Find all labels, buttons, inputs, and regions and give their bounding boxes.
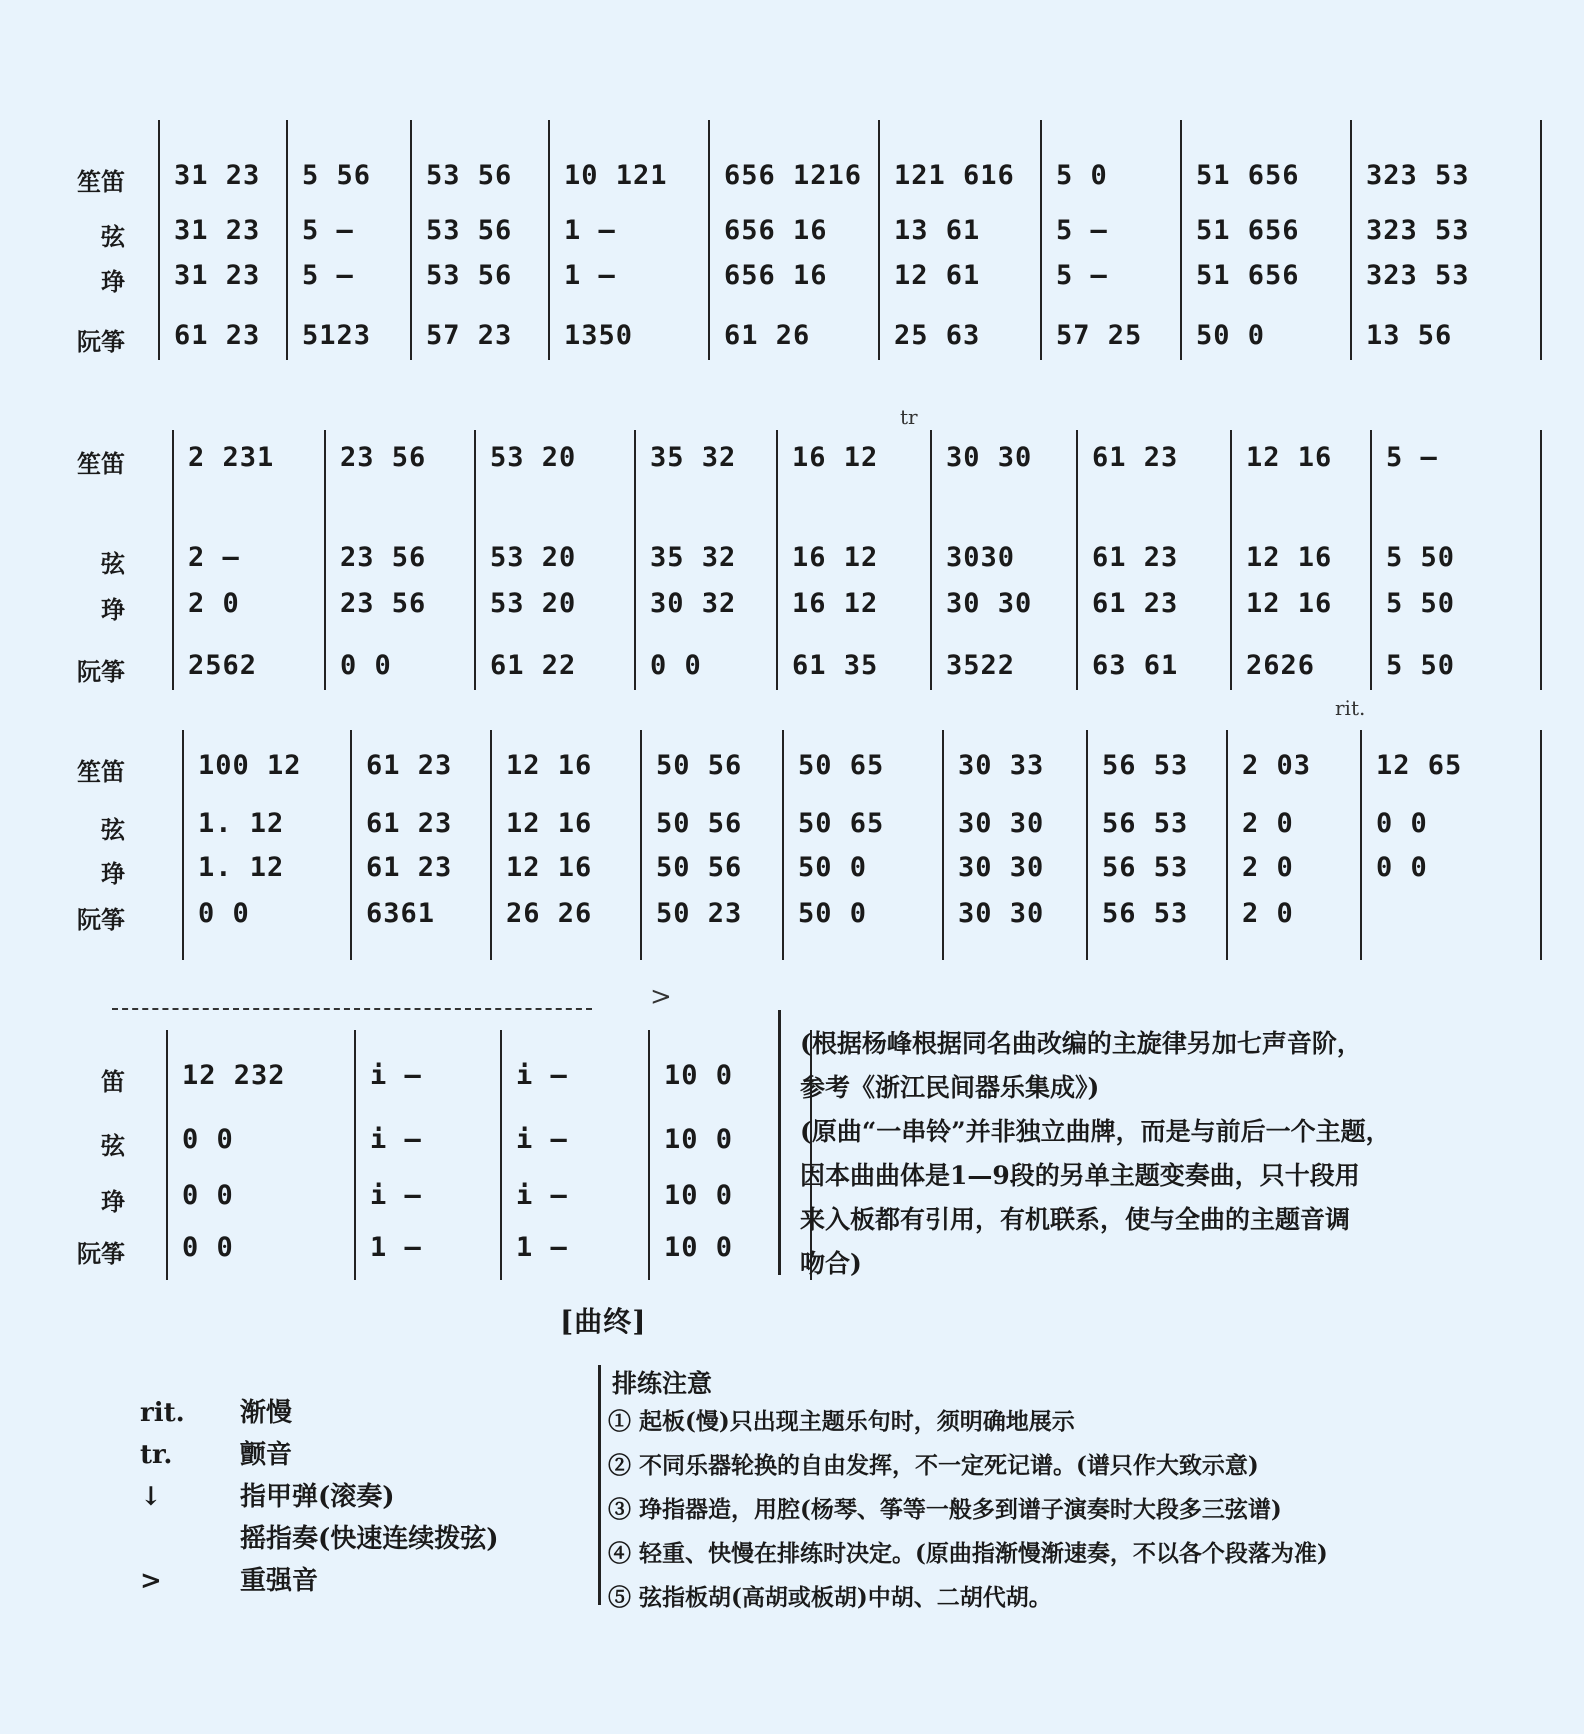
- notation-cell: 61 23: [366, 808, 453, 839]
- notation-cell: 1 —: [516, 1232, 568, 1263]
- notation-cell: 1. 12: [198, 808, 285, 839]
- notation-cell: 51 656: [1196, 215, 1300, 246]
- source-note-line: (原曲“一串铃”并非独立曲牌，而是与前后一个主题，: [800, 1117, 1391, 1146]
- notation-cell: 656 16: [724, 215, 828, 246]
- notation-cell: 3030: [946, 542, 1016, 573]
- bar-line: [410, 120, 412, 360]
- source-note-bracket: [778, 1010, 781, 1275]
- perf-note-line: ① 起板(慢)只出现主题乐句时，须明确地展示: [608, 1408, 1075, 1435]
- notation-cell: 5 50: [1386, 542, 1456, 573]
- instrument-label: 弦: [101, 1131, 125, 1160]
- notation-cell: 57 25: [1056, 320, 1143, 351]
- bar-line: [172, 430, 174, 690]
- notation-cell: 57 23: [426, 320, 513, 351]
- notation-cell: 30 30: [958, 852, 1045, 883]
- bar-line: [324, 430, 326, 690]
- notation-cell: 5123: [302, 320, 372, 351]
- bar-line: [158, 120, 160, 360]
- notation-cell: 63 61: [1092, 650, 1179, 681]
- notation-cell: i —: [516, 1060, 568, 1091]
- instrument-label: 笙笛: [77, 757, 125, 786]
- notation-cell: 12 65: [1376, 750, 1463, 781]
- instrument-label: 阮筝: [77, 327, 125, 356]
- bar-line: [1350, 120, 1352, 360]
- notation-cell: 53 20: [490, 542, 577, 573]
- notation-cell: 2626: [1246, 650, 1316, 681]
- legend-symbol: >: [140, 1566, 162, 1596]
- notation-cell: 23 56: [340, 542, 427, 573]
- notation-cell: 2 0: [1242, 852, 1294, 883]
- notation-cell: 61 23: [1092, 588, 1179, 619]
- legend-row: [140, 1560, 600, 1597]
- legend-meaning: 颤音: [240, 1440, 293, 1470]
- notation-cell: 5 0: [1056, 160, 1108, 191]
- legend-meaning: 指甲弹(滚奏): [240, 1482, 395, 1512]
- notation-cell: 30 30: [946, 588, 1033, 619]
- notation-cell: 12 16: [1246, 588, 1333, 619]
- notation-cell: 5 —: [302, 260, 354, 291]
- notation-cell: 56 53: [1102, 852, 1189, 883]
- legend-symbol: rit.: [140, 1398, 185, 1428]
- instrument-label: 弦: [101, 815, 125, 844]
- legend-row: [140, 1434, 600, 1471]
- notation-cell: 56 53: [1102, 808, 1189, 839]
- bar-line: [474, 430, 476, 690]
- notation-cell: 31 23: [174, 215, 261, 246]
- bar-line: [1076, 430, 1078, 690]
- notation-cell: 5 50: [1386, 650, 1456, 681]
- notation-cell: 656 16: [724, 260, 828, 291]
- notation-cell: 30 32: [650, 588, 737, 619]
- bar-line: [490, 730, 492, 960]
- notation-cell: 10 121: [564, 160, 668, 191]
- notation-cell: 53 20: [490, 588, 577, 619]
- notation-cell: 16 12: [792, 442, 879, 473]
- instrument-label: 琤: [101, 267, 125, 296]
- notation-cell: 61 23: [1092, 442, 1179, 473]
- notation-cell: 5 56: [302, 160, 372, 191]
- legend-meaning: 重强音: [240, 1566, 319, 1596]
- notation-cell: 50 23: [656, 898, 743, 929]
- repeat-arrow-icon: >: [650, 982, 672, 1012]
- instrument-label: 弦: [101, 549, 125, 578]
- notation-cell: 61 22: [490, 650, 577, 681]
- notation-cell: i —: [516, 1180, 568, 1211]
- bar-line: [1226, 730, 1228, 960]
- notation-cell: 12 16: [1246, 542, 1333, 573]
- notation-cell: 323 53: [1366, 160, 1470, 191]
- notation-cell: 0 0: [198, 898, 250, 929]
- notation-cell: 53 20: [490, 442, 577, 473]
- notation-cell: 2 231: [188, 442, 275, 473]
- rit-annotation: rit.: [1335, 696, 1366, 720]
- source-note-line: 因本曲曲体是1—9段的另单主题变奏曲，只十段用: [800, 1161, 1360, 1190]
- notation-cell: 0 0: [1376, 852, 1428, 883]
- bar-line: [1360, 730, 1362, 960]
- perf-note-line: ③ 琤指器造，用腔(杨琴、筝等一般多到谱子演奏时大段多三弦谱): [608, 1496, 1282, 1523]
- notation-cell: 323 53: [1366, 260, 1470, 291]
- notation-cell: 51 656: [1196, 260, 1300, 291]
- bar-line: [500, 1030, 502, 1280]
- notation-cell: 12 16: [506, 852, 593, 883]
- notation-cell: 0 0: [1376, 808, 1428, 839]
- notation-cell: 2 0: [188, 588, 240, 619]
- notation-cell: 1 —: [370, 1232, 422, 1263]
- notation-cell: 26 26: [506, 898, 593, 929]
- notation-cell: 1350: [564, 320, 634, 351]
- notation-cell: 323 53: [1366, 215, 1470, 246]
- notation-cell: 13 61: [894, 215, 981, 246]
- source-note-line: 参考《浙江民间器乐集成》): [800, 1073, 1100, 1102]
- notation-cell: 61 23: [366, 750, 453, 781]
- legend-row: [140, 1518, 600, 1555]
- legend-row: [140, 1476, 600, 1513]
- bar-line: [1540, 120, 1542, 360]
- notation-cell: 35 32: [650, 442, 737, 473]
- notation-cell: 30 30: [946, 442, 1033, 473]
- repeat-dash-line: [112, 1008, 592, 1010]
- perf-notes: [608, 1400, 1568, 1620]
- notation-cell: 5 —: [1056, 215, 1108, 246]
- tr-annotation: tr: [900, 405, 918, 429]
- notation-cell: i —: [516, 1124, 568, 1155]
- instrument-label: 阮筝: [77, 905, 125, 934]
- instrument-label: 琤: [101, 859, 125, 888]
- bar-line: [182, 730, 184, 960]
- notation-cell: 53 56: [426, 260, 513, 291]
- notation-cell: 6361: [366, 898, 436, 929]
- notation-cell: 23 56: [340, 442, 427, 473]
- notation-cell: 35 32: [650, 542, 737, 573]
- notation-cell: 56 53: [1102, 898, 1189, 929]
- notation-cell: 656 1216: [724, 160, 863, 191]
- bar-line: [1370, 430, 1372, 690]
- notation-cell: 50 0: [798, 898, 868, 929]
- ending-label: [曲终]: [560, 1305, 647, 1338]
- bar-line: [942, 730, 944, 960]
- notation-cell: 0 0: [650, 650, 702, 681]
- notation-cell: 23 56: [340, 588, 427, 619]
- notation-cell: 12 16: [506, 750, 593, 781]
- bar-line: [350, 730, 352, 960]
- perf-note-line: ④ 轻重、快慢在排练时决定。(原曲指渐慢渐速奏，不以各个段落为准): [608, 1540, 1328, 1567]
- bar-line: [1040, 120, 1042, 360]
- notation-cell: 50 56: [656, 808, 743, 839]
- notation-cell: 25 63: [894, 320, 981, 351]
- notation-cell: 16 12: [792, 588, 879, 619]
- notation-cell: 50 56: [656, 852, 743, 883]
- bar-line: [1230, 430, 1232, 690]
- source-note-line: 吻合): [800, 1249, 862, 1278]
- perf-note-line: ② 不同乐器轮换的自由发挥，不一定死记谱。(谱只作大致示意): [608, 1452, 1259, 1479]
- instrument-label: 阮筝: [77, 657, 125, 686]
- legend-symbol: ↓: [140, 1482, 162, 1512]
- bar-line: [166, 1030, 168, 1280]
- notation-cell: i —: [370, 1060, 422, 1091]
- perf-note-line: ⑤ 弦指板胡(高胡或板胡)中胡、二胡代胡。: [608, 1584, 1052, 1611]
- bar-line: [286, 120, 288, 360]
- notation-cell: 10 0: [664, 1060, 734, 1091]
- notation-cell: 16 12: [792, 542, 879, 573]
- notation-cell: 50 65: [798, 750, 885, 781]
- notation-cell: 51 656: [1196, 160, 1300, 191]
- notation-cell: 50 0: [1196, 320, 1266, 351]
- notation-cell: 0 0: [340, 650, 392, 681]
- bar-line: [930, 430, 932, 690]
- notation-cell: 12 16: [506, 808, 593, 839]
- notation-cell: 5 50: [1386, 588, 1456, 619]
- bar-line: [1540, 430, 1542, 690]
- notation-cell: 121 616: [894, 160, 1015, 191]
- bar-line: [1180, 120, 1182, 360]
- bar-line: [1540, 730, 1542, 960]
- instrument-label: 阮筝: [77, 1239, 125, 1268]
- notation-cell: 2 03: [1242, 750, 1312, 781]
- notation-cell: 100 12: [198, 750, 302, 781]
- notation-cell: 50 65: [798, 808, 885, 839]
- notation-cell: 12 232: [182, 1060, 286, 1091]
- instrument-label: 笙笛: [77, 449, 125, 478]
- bar-line: [708, 120, 710, 360]
- instrument-label: 琤: [101, 1187, 125, 1216]
- notation-cell: 31 23: [174, 260, 261, 291]
- notation-cell: 50 0: [798, 852, 868, 883]
- source-note-line: (根据杨峰根据同名曲改编的主旋律另加七声音阶，: [800, 1029, 1362, 1058]
- bar-line: [776, 430, 778, 690]
- notation-cell: 61 23: [366, 852, 453, 883]
- bar-line: [878, 120, 880, 360]
- legend-row: [140, 1392, 600, 1429]
- notation-cell: 53 56: [426, 215, 513, 246]
- notation-cell: 0 0: [182, 1232, 234, 1263]
- notation-cell: 61 35: [792, 650, 879, 681]
- legend-meaning: 摇指奏(快速连续拨弦): [240, 1524, 499, 1554]
- notation-cell: 61 23: [1092, 542, 1179, 573]
- notation-cell: 1. 12: [198, 852, 285, 883]
- perf-notes-title: 排练注意: [612, 1369, 713, 1398]
- bar-line: [648, 1030, 650, 1280]
- notation-cell: 50 56: [656, 750, 743, 781]
- notation-cell: 0 0: [182, 1124, 234, 1155]
- notation-cell: 30 30: [958, 808, 1045, 839]
- notation-cell: 61 23: [174, 320, 261, 351]
- bar-line: [548, 120, 550, 360]
- instrument-label: 琤: [101, 595, 125, 624]
- notation-cell: 2 —: [188, 542, 240, 573]
- notation-cell: 2 0: [1242, 808, 1294, 839]
- notation-cell: 1 —: [564, 215, 616, 246]
- notation-cell: 56 53: [1102, 750, 1189, 781]
- bar-line: [354, 1030, 356, 1280]
- notation-cell: 3522: [946, 650, 1016, 681]
- notation-cell: 2562: [188, 650, 258, 681]
- instrument-label: 笛: [101, 1067, 125, 1096]
- notation-cell: 10 0: [664, 1180, 734, 1211]
- notation-cell: 31 23: [174, 160, 261, 191]
- bar-line: [782, 730, 784, 960]
- notation-cell: 0 0: [182, 1180, 234, 1211]
- bar-line: [1086, 730, 1088, 960]
- notation-cell: 10 0: [664, 1124, 734, 1155]
- notation-cell: 30 30: [958, 898, 1045, 929]
- notation-cell: 53 56: [426, 160, 513, 191]
- notation-cell: 30 33: [958, 750, 1045, 781]
- bar-line: [634, 430, 636, 690]
- source-note-line: 来入板都有引用，有机联系，使与全曲的主题音调: [800, 1205, 1351, 1234]
- instrument-label: 笙笛: [77, 167, 125, 196]
- legend-meaning: 渐慢: [240, 1398, 293, 1428]
- notation-cell: 12 16: [1246, 442, 1333, 473]
- notation-cell: 5 —: [1056, 260, 1108, 291]
- instrument-label: 弦: [101, 222, 125, 251]
- notation-cell: 13 56: [1366, 320, 1453, 351]
- notation-cell: 61 26: [724, 320, 811, 351]
- notation-cell: 10 0: [664, 1232, 734, 1263]
- source-note: [800, 1022, 1560, 1286]
- legend-symbol: tr.: [140, 1440, 173, 1470]
- notation-cell: 5 —: [1386, 442, 1438, 473]
- notation-cell: i —: [370, 1124, 422, 1155]
- notation-cell: 2 0: [1242, 898, 1294, 929]
- notation-cell: i —: [370, 1180, 422, 1211]
- notation-cell: 1 —: [564, 260, 616, 291]
- notation-cell: 5 —: [302, 215, 354, 246]
- perf-notes-bracket: [598, 1365, 601, 1605]
- notation-cell: 12 61: [894, 260, 981, 291]
- bar-line: [640, 730, 642, 960]
